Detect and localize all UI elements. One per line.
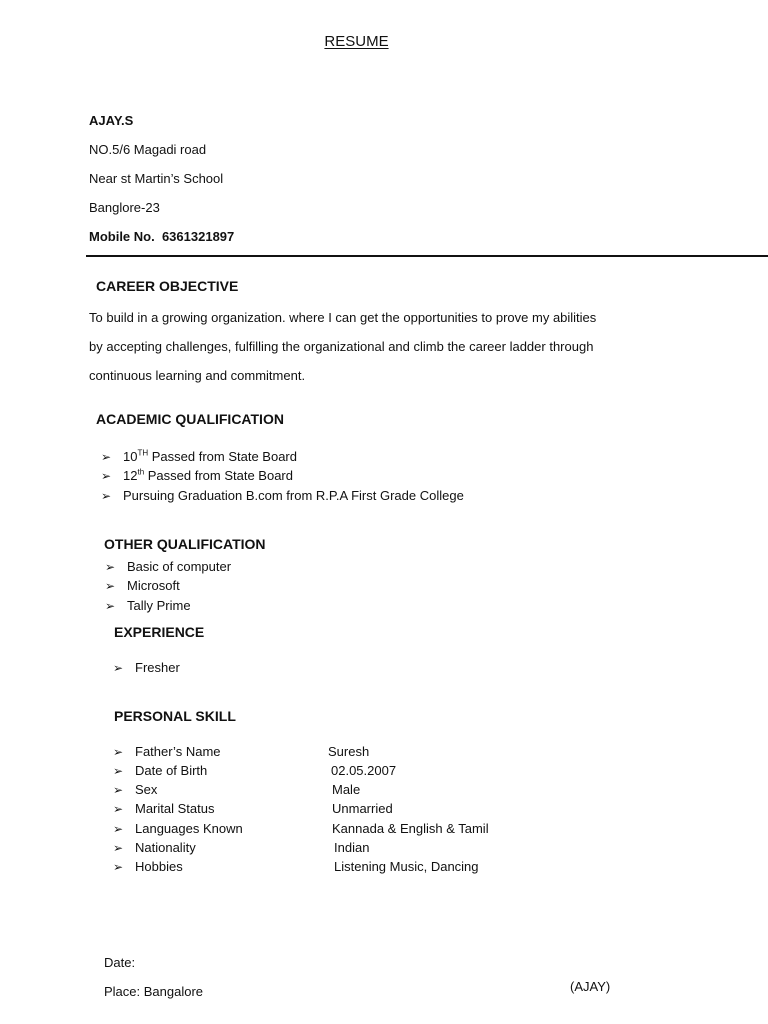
place-label: Place: Bangalore bbox=[104, 984, 204, 999]
personal-label: Date of Birth bbox=[135, 763, 208, 778]
personal-label: Sex bbox=[135, 782, 158, 797]
personal-value: Kannada & English & Tamil bbox=[332, 821, 489, 836]
objective-line: by accepting challenges, fulfilling the organizational and climb the career ladder through bbox=[89, 339, 594, 354]
personal-value: Listening Music, Dancing bbox=[334, 859, 479, 874]
address-line-3: Banglore-23 bbox=[89, 200, 160, 215]
personal-label: Hobbies bbox=[135, 859, 183, 874]
bullet-arrow-icon: ➢ bbox=[113, 661, 124, 675]
signature: (AJAY) bbox=[570, 979, 611, 994]
bullet-arrow-icon: ➢ bbox=[105, 560, 116, 574]
objective-line: To build in a growing organization. where I can get the opportunities to prove my abilities bbox=[89, 310, 597, 325]
other-item: Microsoft bbox=[127, 578, 180, 593]
address-line-1: NO.5/6 Magadi road bbox=[89, 142, 207, 157]
mobile-number: 6361321897 bbox=[161, 229, 235, 244]
bullet-arrow-icon: ➢ bbox=[113, 764, 124, 778]
personal-label: Languages Known bbox=[135, 821, 243, 836]
candidate-name: AJAY.S bbox=[89, 113, 134, 128]
academic-heading: ACADEMIC QUALIFICATION bbox=[96, 411, 284, 427]
bullet-arrow-icon: ➢ bbox=[113, 745, 124, 759]
bullet-arrow-icon: ➢ bbox=[101, 469, 112, 483]
bullet-arrow-icon: ➢ bbox=[101, 450, 112, 464]
objective-line: continuous learning and commitment. bbox=[89, 368, 306, 383]
career-objective-heading: CAREER OBJECTIVE bbox=[96, 278, 239, 294]
personal-label: Marital Status bbox=[135, 801, 215, 816]
personal-label: Father’s Name bbox=[135, 744, 221, 759]
other-item: Tally Prime bbox=[127, 598, 191, 613]
experience-item: Fresher bbox=[135, 660, 180, 675]
bullet-arrow-icon: ➢ bbox=[101, 489, 112, 503]
resume-title: RESUME bbox=[324, 33, 389, 50]
personal-skill-heading: PERSONAL SKILL bbox=[114, 708, 236, 724]
personal-value: Unmarried bbox=[332, 801, 393, 816]
bullet-arrow-icon: ➢ bbox=[113, 802, 124, 816]
address-line-2: Near st Martin’s School bbox=[89, 171, 224, 186]
date-label: Date: bbox=[104, 955, 136, 970]
other-item: Basic of computer bbox=[127, 559, 232, 574]
personal-value: 02.05.2007 bbox=[331, 763, 397, 778]
bullet-arrow-icon: ➢ bbox=[105, 579, 116, 593]
mobile-line bbox=[89, 229, 234, 245]
experience-heading: EXPERIENCE bbox=[114, 624, 205, 640]
header-divider bbox=[86, 255, 768, 257]
personal-value: Indian bbox=[334, 840, 370, 855]
bullet-arrow-icon: ➢ bbox=[105, 599, 116, 613]
academic-item: 10TH Passed from State Board bbox=[123, 448, 297, 464]
academic-item: Pursuing Graduation B.com from R.P.A First Grade College bbox=[123, 488, 464, 503]
academic-item: 12th Passed from State Board bbox=[123, 467, 293, 483]
other-qualification-heading: OTHER QUALIFICATION bbox=[104, 536, 266, 552]
bullet-arrow-icon: ➢ bbox=[113, 860, 124, 874]
personal-label: Nationality bbox=[135, 840, 196, 855]
mobile-label: Mobile No. bbox=[89, 229, 155, 244]
bullet-arrow-icon: ➢ bbox=[113, 841, 124, 855]
personal-value: Male bbox=[332, 782, 361, 797]
bullet-arrow-icon: ➢ bbox=[113, 783, 124, 797]
bullet-arrow-icon: ➢ bbox=[113, 822, 124, 836]
personal-value: Suresh bbox=[328, 744, 370, 759]
